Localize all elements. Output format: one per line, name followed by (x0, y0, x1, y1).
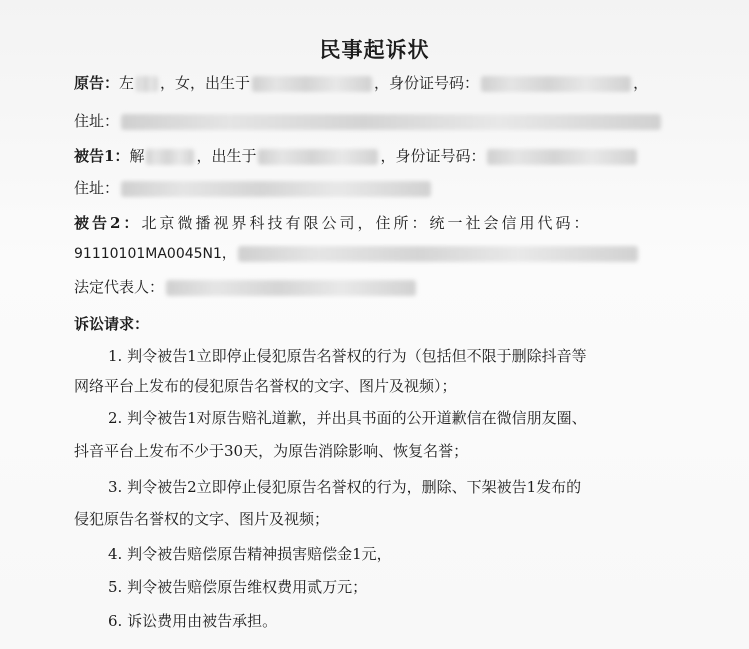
claim-line: 网络平台上发布的侵犯原告名誉权的文字、图片及视频）； (74, 377, 457, 395)
redacted-block (481, 76, 631, 92)
redacted-block (238, 246, 638, 262)
defendant1-label: 被告1： (74, 147, 130, 165)
legal-rep-line (74, 276, 418, 297)
defendant1-name: 解 (129, 147, 145, 165)
redacted-block (121, 114, 661, 130)
redacted-block (258, 149, 378, 165)
defendant1-address-line (74, 177, 433, 198)
claim-line: 3. 判令被告2立即停止侵犯原告名誉权的行为，删除、下架被告1发布的 (108, 478, 582, 496)
claims-heading: 诉讼请求： (74, 315, 150, 333)
claim-line: 6. 诉讼费用由被告承担。 (108, 612, 278, 630)
claim-line: 侵犯原告名誉权的文字、图片及视频； (74, 510, 330, 528)
defendant1-line (74, 145, 639, 166)
defendant1-birth-label: ，出生于 (196, 147, 257, 165)
redacted-block (487, 149, 637, 165)
document-title: 民事起诉状 (319, 38, 430, 62)
plaintiff-line (74, 72, 648, 93)
claim-line: 5. 判令被告赔偿原告维权费用贰万元； (108, 578, 368, 596)
redacted-block (136, 76, 158, 92)
claim-line: 抖音平台上发布不少于30天，为原告消除影响、恢复名誉； (74, 442, 469, 460)
plaintiff-birth-label: ，女，出生于 (160, 74, 251, 92)
claim-line: 2. 判令被告1对原告赔礼道歉，并出具书面的公开道歉信在微信朋友圈、 (108, 409, 587, 427)
redacted-block (252, 76, 372, 92)
plaintiff-id-label: ，身份证号码： (374, 74, 480, 92)
redacted-block (121, 181, 431, 197)
credit-code: 91110101MA0045N1， (74, 246, 236, 262)
plaintiff-name: 左 (119, 74, 135, 92)
legal-rep-label: 法定代表人： (74, 278, 165, 296)
defendant2-code-line (74, 243, 640, 263)
defendant2-label: 被告2： (74, 214, 142, 232)
claim-line: 1. 判令被告1立即停止侵犯原告名誉权的行为（包括但不限于删除抖音等 (108, 347, 587, 365)
redacted-block (146, 149, 194, 165)
defendant2-line (74, 212, 591, 233)
defendant1-id-label: ，身份证号码： (380, 147, 486, 165)
defendant1-address-label: 住址： (74, 179, 120, 197)
punctuation: ， (633, 74, 649, 92)
claim-line: 4. 判令被告赔偿原告精神损害赔偿金1元， (108, 545, 392, 563)
redacted-block (166, 280, 416, 296)
plaintiff-address-line (74, 110, 663, 131)
plaintiff-address-label: 住址： (74, 112, 120, 130)
defendant2-text: 北京微播视界科技有限公司，住所：统一社会信用代码： (141, 214, 592, 232)
plaintiff-label: 原告： (74, 74, 120, 92)
